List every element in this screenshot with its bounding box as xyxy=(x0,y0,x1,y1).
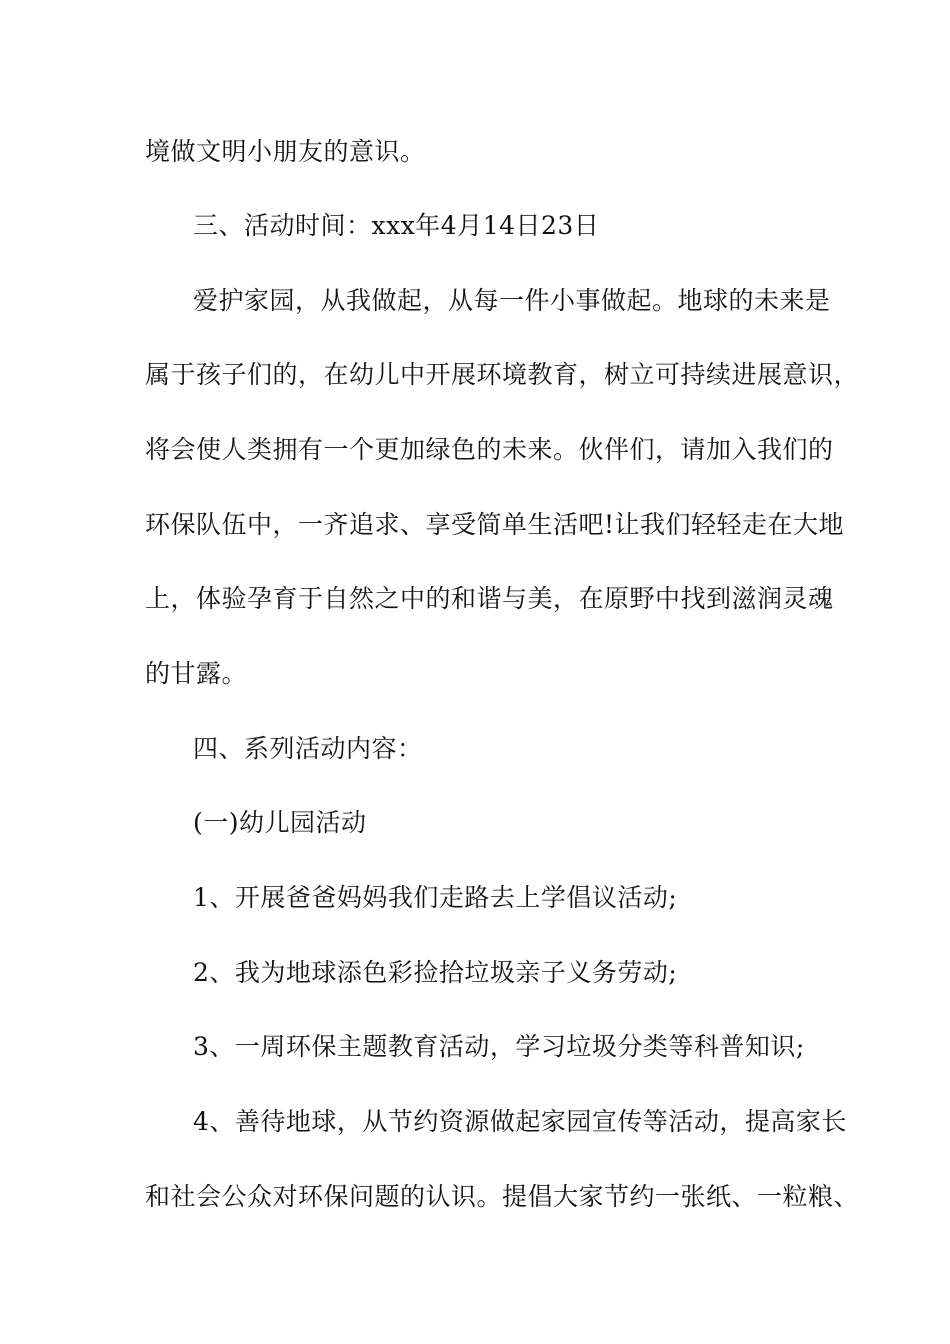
list-item: 3、一周环保主题教育活动，学习垃圾分类等科普知识; xyxy=(193,1032,805,1061)
text-line: 爱护家园，从我做起，从每一件小事做起。地球的未来是 xyxy=(193,286,831,315)
text-line: 将会使人类拥有一个更加绿色的未来。伙伴们，请加入我们的 xyxy=(145,435,834,464)
section-heading-content: 四、系列活动内容： xyxy=(193,734,423,763)
text-line: 和社会公众对环保问题的认识。提倡大家节约一张纸、一粒粮、 xyxy=(145,1182,860,1211)
list-item: 1、开展爸爸妈妈我们走路去上学倡议活动; xyxy=(193,883,678,912)
list-item: 2、我为地球添色彩捡拾垃圾亲子义务劳动; xyxy=(193,958,678,987)
text-line: 属于孩子们的，在幼儿中开展环境教育，树立可持续进展意识， xyxy=(145,360,860,389)
text-line: 境做文明小朋友的意识。 xyxy=(145,137,426,166)
text-line: 环保队伍中，一齐追求、享受简单生活吧!让我们轻轻走在大地 xyxy=(145,510,845,539)
text-line: 上，体验孕育于自然之中的和谐与美，在原野中找到滋润灵魂 xyxy=(145,584,834,613)
text-line: 的甘露。 xyxy=(145,659,248,688)
list-item: 4、善待地球，从节约资源做起家园宣传等活动，提高家长 xyxy=(193,1107,847,1136)
section-heading-time: 三、活动时间：xxx年4月14日23日 xyxy=(193,211,600,240)
subsection-heading: (一)幼儿园活动 xyxy=(193,808,367,837)
